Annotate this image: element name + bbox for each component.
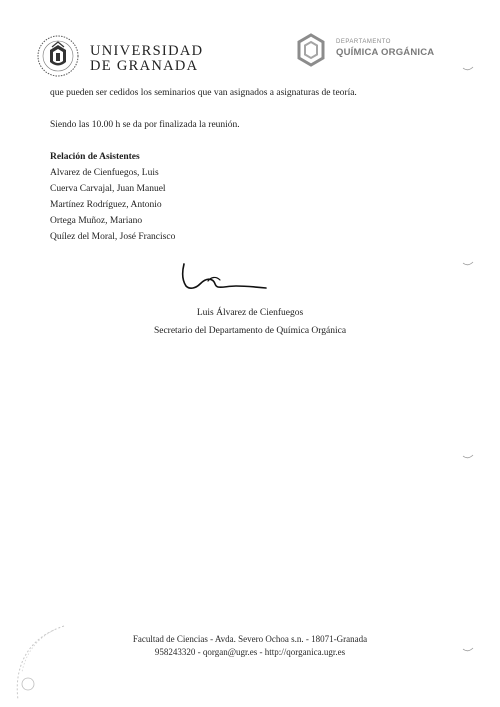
- margin-mark: [462, 261, 474, 267]
- attendee-item: Alvarez de Cienfuegos, Luis: [50, 168, 159, 178]
- university-name-line2: DE GRANADA: [90, 58, 199, 74]
- department-name: QUÍMICA ORGÁNICA: [336, 47, 435, 58]
- department-label: DEPARTAMENTO: [336, 39, 391, 45]
- margin-mark: [462, 454, 474, 460]
- attendee-item: Martínez Rodríguez, Antonio: [50, 200, 162, 210]
- faint-stamp: [6, 622, 72, 702]
- university-name: [90, 44, 203, 74]
- margin-mark: [462, 66, 474, 72]
- handwritten-signature: [178, 258, 270, 296]
- university-name-line1: UNIVERSIDAD: [90, 43, 204, 59]
- signatory-role: Secretario del Departamento de Química Orgánica: [153, 326, 347, 336]
- closing-paragraph: Siendo las 10.00 h se da por finalizada la reunión.: [50, 120, 240, 130]
- attendees-heading: Relación de Asistentes: [50, 152, 140, 162]
- department-hexagon-logo: [296, 33, 326, 67]
- university-seal-logo: [36, 34, 80, 78]
- footer-contact: 958243320 - qorgan@ugr.es - http://qorganica.ugr.es: [154, 647, 346, 657]
- attendee-item: Cuerva Carvajal, Juan Manuel: [50, 184, 166, 194]
- attendee-item: Quílez del Moral, José Francisco: [50, 232, 176, 242]
- continuation-paragraph: que pueden ser cedidos los seminarios que van asignados a asignaturas de teoría.: [50, 88, 357, 98]
- margin-mark: [462, 647, 474, 653]
- footer-address: Facultad de Ciencias - Avda. Severo Ochoa s.n. - 18071-Granada: [132, 634, 368, 644]
- attendee-item: Ortega Muñoz, Mariano: [50, 216, 143, 226]
- signatory-name: Luis Álvarez de Cienfuegos: [196, 308, 304, 318]
